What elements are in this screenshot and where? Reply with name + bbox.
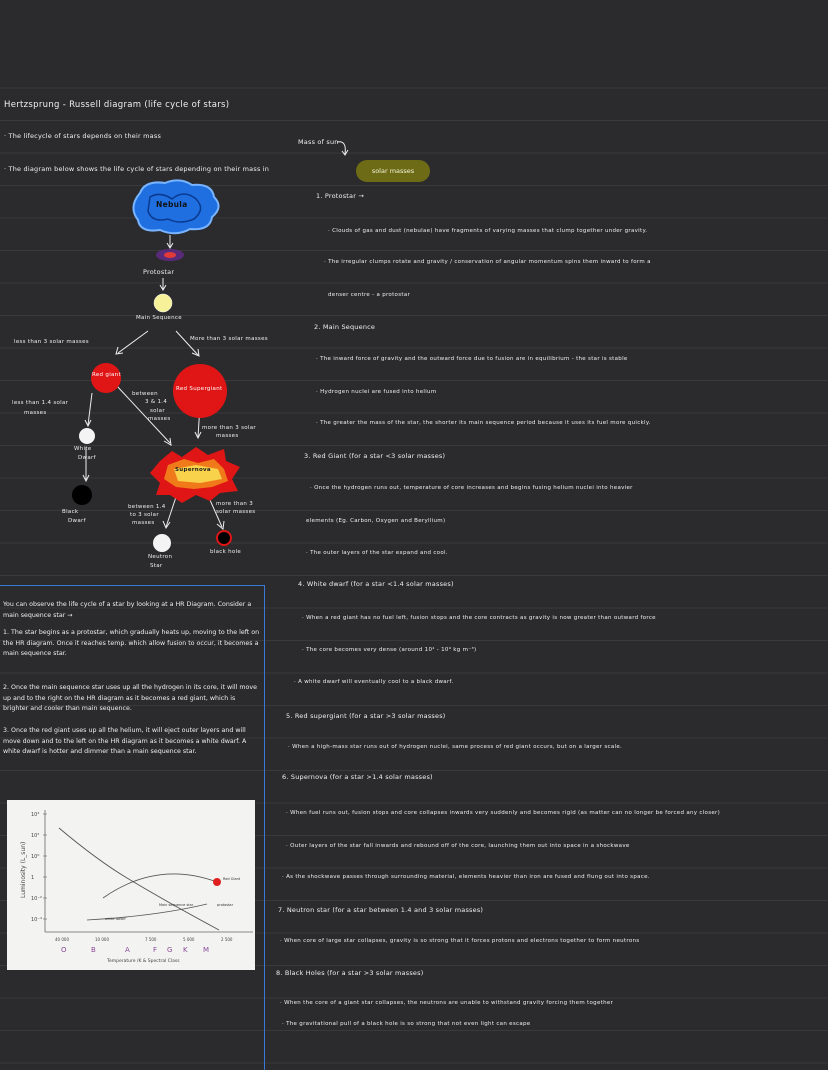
x-temp-label: 10 000 [95, 937, 109, 942]
protostar-label: Protostar [143, 268, 175, 276]
section-2-line-3: · The greater the mass of the star, the shorter its main sequence period because it uses its fuel more quickly. [316, 420, 651, 426]
more-than-3-c-a: more than 3 [216, 501, 254, 507]
y-tick-label: 10⁴ [31, 812, 40, 818]
x-temp-label: 40 000 [55, 937, 69, 942]
between-3-1-4-d: masses [148, 416, 171, 422]
spectral-class-label: M [203, 946, 210, 954]
solar-masses-badge: solar masses [356, 160, 430, 182]
neutron-star-label-a: Neutron [148, 554, 173, 560]
neutron-star-shape [153, 534, 171, 552]
section-1-line-2: · The irregular clumps rotate and gravity / conservation of angular momentum spins them inward to form a [324, 259, 651, 265]
hr-note-intro: You can observe the life cycle of a star by looking at a HR Diagram. Consider a main sequence star → [3, 601, 252, 619]
section-3-heading: 3. Red Giant (for a star <3 solar masses) [304, 452, 446, 460]
less-than-3-label: less than 3 solar masses [14, 339, 89, 345]
section-3-line-2: elements (Eg. Carbon, Oxygen and Beryllium) [306, 518, 446, 524]
x-temp-label: 7 500 [145, 937, 157, 942]
spectral-class-label: A [125, 946, 130, 954]
y-axis-label: Luminosity (L_sun) [20, 841, 27, 898]
red-giant-dot [213, 878, 221, 886]
section-8-line-2: · The gravitational pull of a black hole is so strong that not even light can escape [282, 1021, 531, 1027]
section-1-line-3: denser centre - a protostar [328, 292, 411, 298]
black-dwarf-label-a: Black [62, 509, 79, 515]
hr-note-3: 3. Once the red giant uses up all the helium, it will eject outer layers and will move down and to the left on the HR diagram as it becomes a white dwarf. A white dwarf is hotter and dimmer than a main sequence star. [3, 727, 247, 756]
red-giant-label: Red giant [92, 372, 121, 378]
section-6-heading: 6. Supernova (for a star >1.4 solar masses) [282, 773, 433, 781]
section-5-line-1: · When a high-mass star runs out of hydrogen nuclei, same process of red giant occurs, but on a larger scale. [288, 744, 623, 750]
white-dwarf-label-a: White [74, 446, 92, 452]
more-than-3-b-a: more than 3 solar [202, 425, 256, 431]
section-5-heading: 5. Red supergiant (for a star >3 solar masses) [286, 712, 446, 720]
section-3-line-1: · Once the hydrogen runs out, temperature of core increases and begins fusing helium nuclei into heavier [310, 485, 633, 491]
more-than-3-b-b: masses [216, 433, 239, 439]
y-tick-label: 10⁻² [31, 896, 43, 902]
between-3-1-4-b: 3 & 1.4 [145, 399, 168, 405]
section-8-line-1: · When the core of a giant star collapses, the neutrons are unable to withstand gravity forcing them together [280, 1000, 614, 1006]
section-7-heading: 7. Neutron star (for a star between 1.4 and 3 solar masses) [278, 906, 484, 914]
between-3-1-4-a: between [132, 391, 158, 397]
section-7-line-1: · When core of large star collapses, gravity is so strong that it forces protons and electrons together to form neutrons [280, 938, 640, 944]
between-1-4-3-b: to 3 solar [130, 512, 159, 518]
section-3-line-3: · The outer layers of the star expand and cool. [306, 550, 448, 556]
y-tick-label: 10² [31, 833, 40, 839]
section-4-line-2: · The core becomes very dense (around 10⁴ - 10⁹ kg m⁻³) [302, 647, 477, 653]
white-dwarf-star [79, 428, 95, 444]
x-temp-label: 2 500 [221, 937, 233, 942]
main-sequence-label: Main Sequence [136, 315, 182, 321]
section-4-heading: 4. White dwarf (for a star <1.4 solar masses) [298, 580, 454, 588]
x-temp-label: 5 000 [183, 937, 195, 942]
between-1-4-3-c: masses [132, 520, 155, 526]
y-tick-label: 10⁻⁴ [31, 917, 43, 923]
spectral-class-label: K [183, 946, 188, 954]
white-dwarf-label-b: Dwarf [78, 455, 96, 461]
section-1-heading: 1. Protostar → [316, 192, 365, 200]
between-3-1-4-c: solar [150, 408, 165, 414]
hr-diagram-chart [7, 800, 255, 970]
main-sequence-star [154, 294, 172, 312]
white-dwarf-chart-label: white dwarf [105, 917, 126, 921]
black-hole-label: black hole [210, 549, 242, 555]
main-sequence-chart-label: Main sequence star [159, 903, 194, 907]
hr-note-2: 2. Once the main sequence star uses up all the hydrogen in its core, it will move up and to the right on the HR diagram as it becomes a red giant, which is brighter and cooler than main sequence. [3, 684, 257, 713]
section-2-line-1: · The inward force of gravity and the outward force due to fusion are in equilibrium - the star is stable [316, 356, 628, 362]
neutron-star-label-b: Star [150, 563, 163, 569]
section-8-heading: 8. Black Holes (for a star >3 solar masses) [276, 969, 424, 977]
supernova-label: Supernova [175, 467, 211, 473]
section-6-line-3: · As the shockwave passes through surrounding material, elements heavier than iron are fused and flung out into space. [282, 874, 650, 880]
more-than-3-c-b: solar masses [216, 509, 256, 515]
section-6-line-1: · When fuel runs out, fusion stops and core collapses inwards very suddenly and becomes rigid (as matter can no longer be forced any closer) [286, 810, 721, 816]
black-hole-shape [217, 531, 231, 545]
spectral-class-label: B [91, 946, 96, 954]
section-2-heading: 2. Main Sequence [314, 323, 376, 331]
y-tick-label: 10⁰ [31, 854, 40, 860]
red-giant-chart-label: Red Giant [223, 877, 241, 881]
x-axis-label: Temperature /K & Spectral Class [107, 959, 180, 964]
black-dwarf-star [72, 485, 92, 505]
intro-line-2: · The diagram below shows the life cycle of stars depending on their mass in [4, 165, 270, 173]
spectral-class-label: G [167, 946, 173, 954]
less-than-1-4-a: less than 1.4 solar [12, 400, 69, 406]
protostar-chart-label: protostar [217, 903, 234, 907]
between-1-4-3-a: between 1.4 [128, 504, 166, 510]
y-tick-label: 1 [31, 875, 35, 881]
page-title: Hertzsprung - Russell diagram (life cycle of stars) [4, 100, 230, 110]
intro-line-1: · The lifecycle of stars depends on their mass [4, 132, 162, 140]
more-than-3-label: More than 3 solar masses [190, 336, 268, 342]
section-2-line-2: · Hydrogen nuclei are fused into helium [316, 389, 437, 395]
mass-of-sun-label: Mass of sun [298, 138, 339, 146]
less-than-1-4-b: masses [24, 410, 47, 416]
section-4-line-3: · A white dwarf will eventually cool to a black dwarf. [294, 679, 454, 685]
curved-arrow-icon [335, 136, 355, 158]
section-6-line-2: · Outer layers of the star fall inwards and rebound off of the core, launching them out into space in a shockwave [286, 843, 630, 849]
spectral-class-label: O [61, 946, 67, 954]
section-1-line-1: · Clouds of gas and dust (nebulae) have fragments of varying masses that clump together under gravity. [328, 228, 648, 234]
red-supergiant-label: Red Supergiant [176, 386, 223, 392]
black-dwarf-label-b: Dwarf [68, 518, 86, 524]
hr-note-1: 1. The star begins as a protostar, which gradually heats up, moving to the left on the HR diagram. Once it reaches temp. which allow fusion to occur, it becomes a main sequence star. [3, 629, 260, 658]
section-4-line-1: · When a red giant has no fuel left, fusion stops and the core contracts as gravity is now greater than outward force [302, 615, 656, 621]
spectral-class-label: F [153, 946, 158, 954]
nebula-label: Nebula [156, 200, 188, 209]
red-giant-star [91, 363, 121, 393]
